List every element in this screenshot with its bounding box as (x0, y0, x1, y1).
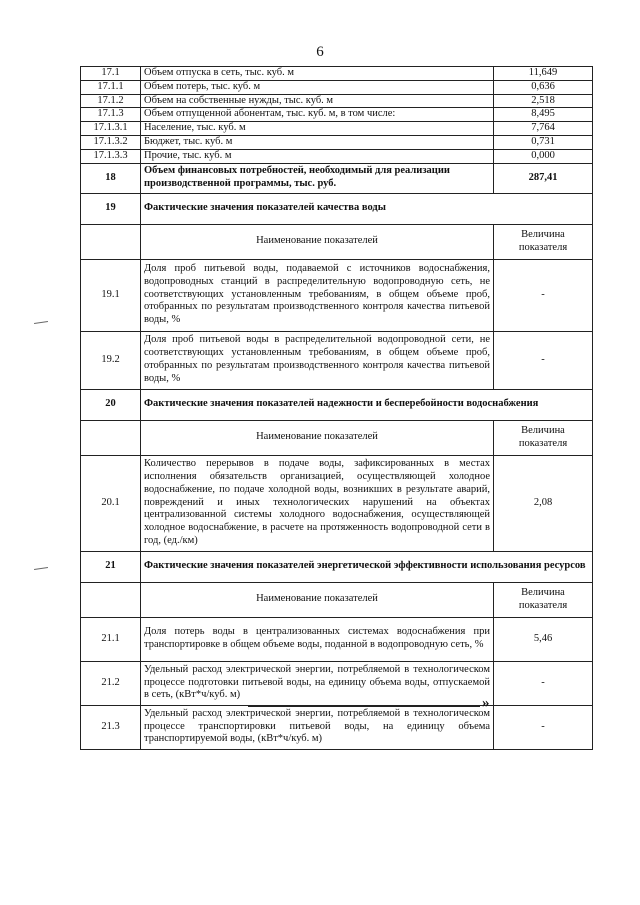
row-name: Удельный расход электрической энергии, потребляемой в технологическом процессе транспортировки питьевой воды, на единицу объема транспортируемой воды, (кВт*ч/куб. м) (141, 705, 494, 749)
row-value: 7,764 (494, 122, 593, 136)
margin-mark (34, 321, 48, 324)
row-number: 17.1.3.3 (81, 149, 141, 163)
row-number: 17.1.2 (81, 94, 141, 108)
row-number: 17.1 (81, 67, 141, 81)
row-value: 2,518 (494, 94, 593, 108)
row-value: 0,731 (494, 135, 593, 149)
section-row-energy (81, 551, 593, 582)
column-header-row (81, 224, 593, 259)
row-value: 2,08 (494, 455, 593, 551)
header-name: Наименование показателей (141, 420, 494, 455)
row-value: 5,46 (494, 617, 593, 661)
page-number: 6 (316, 44, 324, 60)
row-value: - (494, 705, 593, 749)
header-value: Величина показателя (494, 224, 593, 259)
table-row (81, 661, 593, 705)
row-number: 21.2 (81, 661, 141, 705)
row-number: 17.1.3.2 (81, 135, 141, 149)
header-empty-cell (81, 420, 141, 455)
row-name: Объем на собственные нужды, тыс. куб. м (141, 94, 494, 108)
section-number: 20 (81, 389, 141, 420)
row-value: - (494, 661, 593, 705)
row-value: - (494, 331, 593, 389)
section-number: 21 (81, 551, 141, 582)
table-row (81, 705, 593, 749)
indicators-table (80, 66, 593, 750)
row-name: Доля проб питьевой воды в распределительной водопроводной сети, не соответствующих установленным требованиям, в общем объеме проб, отобранных по результатам производственного контроля качества питьевой воды, % (141, 331, 494, 389)
row-name: Доля потерь воды в централизованных системах водоснабжения при транспортировке в общем объеме воды, поданной в водопроводную сеть, % (141, 617, 494, 661)
row-name: Удельный расход электрической энергии, потребляемой в технологическом процессе подготовки питьевой воды, на единицу объема воды, отпускаемой в сеть, (кВт*ч/куб. м) (141, 661, 494, 705)
row-value: 11,649 (494, 67, 593, 81)
row-value: 0,636 (494, 80, 593, 94)
row-name: Объем потерь, тыс. куб. м (141, 80, 494, 94)
row-name: Объем финансовых потребностей, необходимый для реализации производственной программы, тыс. руб. (141, 163, 494, 193)
row-value: - (494, 259, 593, 331)
column-header-row (81, 420, 593, 455)
header-value: Величина показателя (494, 420, 593, 455)
section-row-quality (81, 193, 593, 224)
row-number: 19.2 (81, 331, 141, 389)
row-name: Бюджет, тыс. куб. м (141, 135, 494, 149)
row-name: Доля проб питьевой воды, подаваемой с источников водоснабжения, водопроводных станций в распределительную водопроводную сеть, не соответствующих установленным требованиям, в общем объеме проб, отобранных по результатам производственного контроля качества питьевой воды, % (141, 259, 494, 331)
row-number: 21.1 (81, 617, 141, 661)
closing-quote: » (482, 695, 490, 711)
closing-line (248, 706, 480, 707)
table-row (81, 259, 593, 331)
row-number: 18 (81, 163, 141, 193)
section-title: Фактические значения показателей энергетической эффективности использования ресурсов (141, 551, 593, 582)
section-title: Фактические значения показателей надежности и бесперебойности водоснабжения (141, 389, 593, 420)
section-number: 19 (81, 193, 141, 224)
row-name: Прочие, тыс. куб. м (141, 149, 494, 163)
margin-mark (34, 567, 48, 570)
row-name: Население, тыс. куб. м (141, 122, 494, 136)
table-row (81, 331, 593, 389)
section-title: Фактические значения показателей качества воды (141, 193, 593, 224)
header-empty-cell (81, 224, 141, 259)
row-name: Объем отпуска в сеть, тыс. куб. м (141, 67, 494, 81)
row-value: 287,41 (494, 163, 593, 193)
row-name: Количество перерывов в подаче воды, зафиксированных в местах исполнения обязательств организацией, осуществляющей холодное водоснабжение, по подаче холодной воды, возникших в результате аварий, повреждений и иных технологических нарушений на объектах централизованной системы холодного водоснабжения, осуществляющей холодное водоснабжение, в расчете на протяженность водопроводной сети в год, (ед./км) (141, 455, 494, 551)
table-row (81, 149, 593, 163)
table-row (81, 455, 593, 551)
header-name: Наименование показателей (141, 582, 494, 617)
table-row-financial (81, 163, 593, 193)
table-row (81, 94, 593, 108)
table-row (81, 67, 593, 81)
header-name: Наименование показателей (141, 224, 494, 259)
table-row (81, 617, 593, 661)
column-header-row (81, 582, 593, 617)
header-empty-cell (81, 582, 141, 617)
table-row (81, 108, 593, 122)
row-number: 17.1.3.1 (81, 122, 141, 136)
section-row-reliability (81, 389, 593, 420)
row-number: 20.1 (81, 455, 141, 551)
table-row (81, 80, 593, 94)
row-number: 21.3 (81, 705, 141, 749)
table-row (81, 135, 593, 149)
row-number: 19.1 (81, 259, 141, 331)
row-value: 0,000 (494, 149, 593, 163)
row-number: 17.1.3 (81, 108, 141, 122)
table-row (81, 122, 593, 136)
row-number: 17.1.1 (81, 80, 141, 94)
header-value: Величина показателя (494, 582, 593, 617)
row-name: Объем отпущенной абонентам, тыс. куб. м, в том числе: (141, 108, 494, 122)
row-value: 8,495 (494, 108, 593, 122)
